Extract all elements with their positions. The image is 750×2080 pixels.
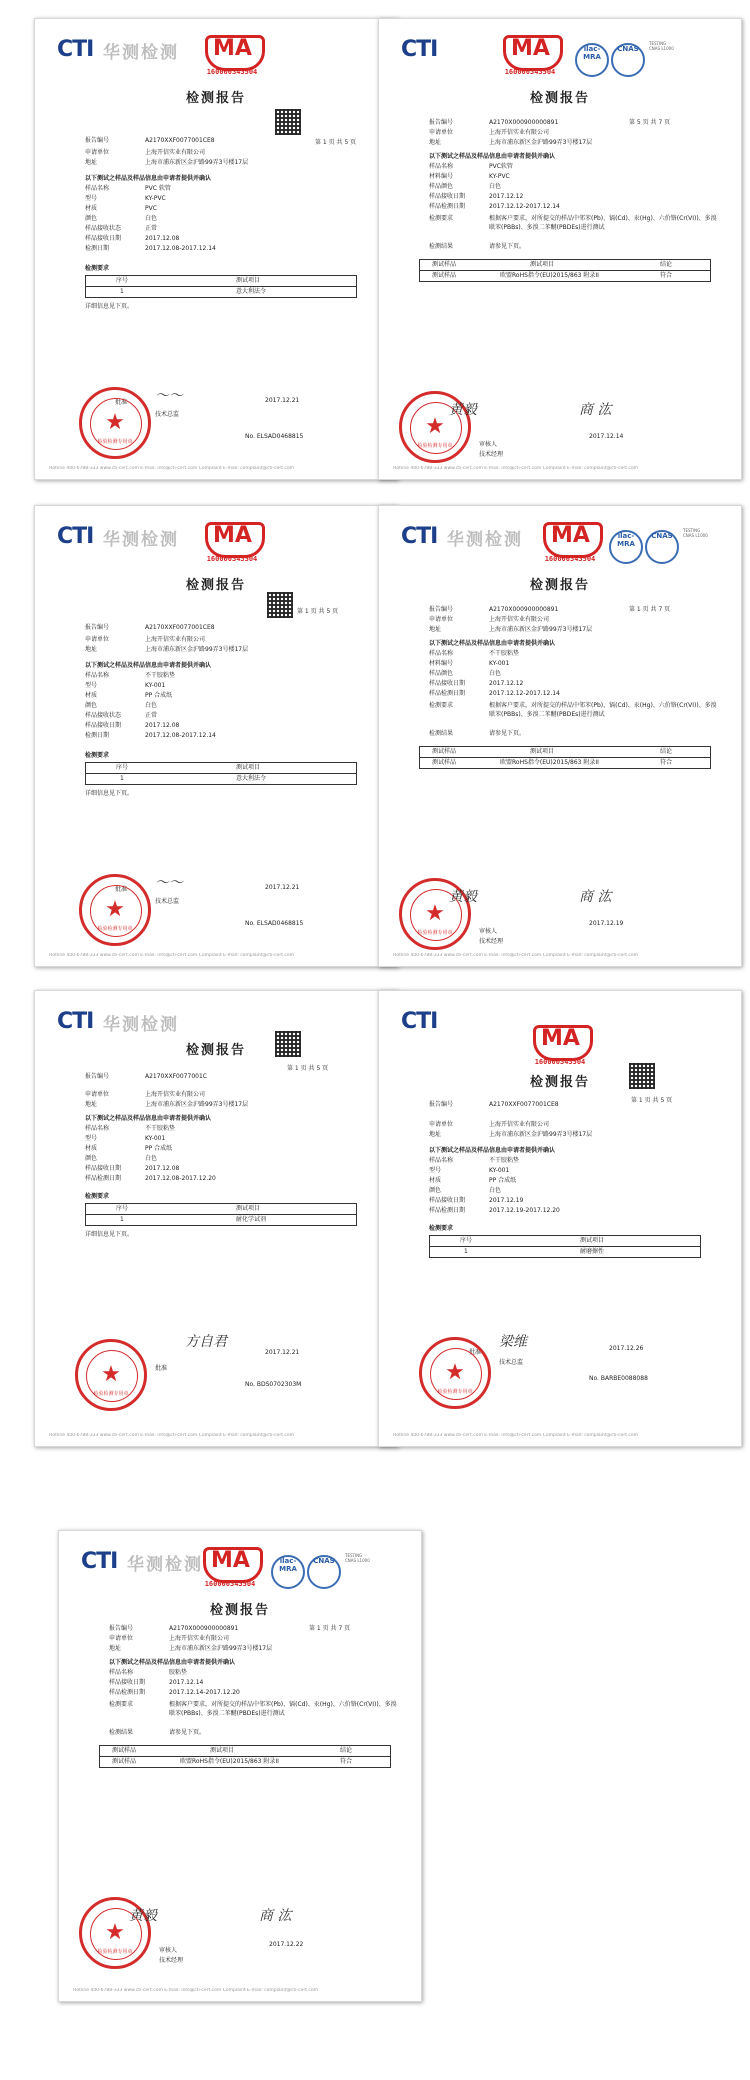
page-number: 第 5 页 共 7 页: [629, 119, 671, 126]
page-number: 第 1 页 共 5 页: [631, 1097, 673, 1104]
table-header: 测试样品 测试项目 结论: [100, 1746, 390, 1757]
sample-intro: 以下测试之样品及样品信息由申请者提供并确认: [429, 153, 556, 160]
sample-row: 样品接收状态 正常: [85, 712, 158, 719]
approve-date: 2017.12.21: [265, 884, 300, 891]
qr-code-icon: [275, 1031, 301, 1057]
sample-intro: 以下测试之样品及样品信息由申请者提供并确认: [429, 640, 556, 647]
signature: 黄毅: [449, 889, 477, 905]
page-number: 第 1 页 共 7 页: [309, 1625, 351, 1632]
sample-row: 样品接收状态 正常: [85, 225, 158, 232]
approver-label: 批准: [115, 399, 128, 406]
sample-row: 检测日期 2017.12.08-2017.12.14: [85, 245, 216, 252]
cti-name: 华测检测: [103, 1015, 179, 1035]
report-code: No. ELSAD0468815: [245, 920, 304, 927]
applicant-row: 申请单位 上海开信实业有限公司: [429, 616, 550, 623]
applicant-row: 申请单位 上海开信实业有限公司: [429, 1121, 550, 1128]
address-row: 地址 上海市浦东新区金沪路99弄3号楼17层: [109, 1645, 273, 1652]
table-header: 序号 测试项目: [86, 1204, 356, 1215]
sample-intro: 以下测试之样品及样品信息由申请者提供并确认: [85, 1115, 212, 1122]
sample-row: 颜色 白色: [85, 702, 158, 709]
address-row: 地址 上海市浦东新区金沪路99弄3号楼17层: [429, 1131, 593, 1138]
page-number: 第 1 页 共 5 页: [287, 1065, 329, 1072]
report-title: 检测报告: [185, 91, 246, 106]
official-stamp: ★ 检验检测专用章: [79, 874, 151, 946]
sign-role: 技术经理: [479, 938, 504, 945]
page-footer: Hotline 400-6788-333 www.cti-cert.com E-mail: info@cti-cert.com Complaint E-mail: complaint@cti-cert.com: [73, 1988, 319, 1993]
cti-logo: CTI: [401, 524, 438, 549]
sample-row: 样品接收日期 2017.12.08: [85, 235, 180, 242]
report-header: [395, 516, 725, 564]
signature: 商 汯: [259, 1908, 292, 1924]
address-row: 地址 上海市浦东新区金沪路99弄3号楼17层: [429, 139, 593, 146]
result-row: 检测结果 请参见下页。: [429, 730, 526, 737]
cti-name: 华测检测: [127, 1555, 203, 1575]
sign-role: 技术总监: [155, 898, 180, 905]
page-footer: Hotline 400-6788-333 www.cti-cert.com E-mail: info@cti-cert.com Complaint E-mail: complaint@cti-cert.com: [393, 1433, 639, 1438]
cnas-icon: CNAS: [645, 530, 679, 564]
sign-role: 审核人: [479, 928, 498, 935]
report-code: No. BARBE0088088: [589, 1375, 648, 1382]
sample-row: 样品名称 PVC软管: [429, 163, 513, 170]
report-no-row: 报告编号 A2170XXF0077001CE8: [429, 1101, 559, 1108]
result-row: 检测结果 请参见下页。: [109, 1729, 206, 1736]
sample-row: 材质 PP 合成纸: [85, 692, 173, 699]
cnas-caption: TESTING CNAS L1000: [345, 1553, 370, 1563]
signature: 〜〜: [155, 875, 183, 891]
sample-row: 样品接收日期 2017.12.14: [109, 1679, 204, 1686]
sign-date: 2017.12.22: [269, 1941, 304, 1948]
signature: 梁维: [499, 1334, 527, 1350]
page-footer: Hotline 400-6788-333 www.cti-cert.com E-mail: info@cti-cert.com Complaint E-mail: complaint@cti-cert.com: [393, 466, 639, 471]
report-no-row: 报告编号 A2170X000900000891: [429, 606, 559, 613]
official-stamp: ★ 检验检测专用章: [419, 1337, 491, 1409]
sample-row: 样品接收日期 2017.12.08: [85, 722, 180, 729]
test-request: 检测要求 根据客户要求，对所提交的样品中邻苯(Pb)、镉(Cd)、汞(Hg)、六价铬(Cr(VI))、多溴联苯(PBBs)、多溴二苯醚(PBDEs)进行测试: [429, 702, 717, 718]
sign-role: 技术经理: [479, 451, 504, 458]
report-no-row: 报告编号 A2170X000900000891: [109, 1625, 239, 1632]
approver-label: 批准: [469, 1349, 482, 1356]
report-page-7: [58, 1530, 422, 2002]
ilac-mra-icon: ilac-MRA: [575, 43, 609, 77]
ma-logo: MA 160000343504: [195, 1547, 265, 1591]
test-section-title: 检测要求: [85, 265, 110, 272]
sign-role: 审核人: [479, 441, 498, 448]
cti-name: 华测检测: [103, 43, 179, 63]
sample-row: 材料编号 KY-PVC: [429, 173, 510, 180]
sample-row: 样品名称 胶粘垫: [109, 1669, 188, 1676]
ilac-mra-icon: ilac-MRA: [271, 1555, 305, 1589]
cti-logo: CTI: [81, 1549, 118, 1574]
sample-row: 样品接收日期 2017.12.12: [429, 680, 524, 687]
sample-row: 样品名称 不干胶粘垫: [85, 672, 176, 679]
sample-row: 检测日期 2017.12.08-2017.12.14: [85, 732, 216, 739]
ma-logo: MA 160000343504: [525, 1025, 595, 1069]
report-header: [395, 29, 725, 77]
ilac-mra-icon: ilac-MRA: [609, 530, 643, 564]
cnas-caption: TESTING CNAS L1000: [683, 528, 708, 538]
signature: 黄毅: [129, 1908, 157, 1924]
test-table: [85, 275, 357, 298]
sample-intro: 以下测试之样品及样品信息由申请者提供并确认: [109, 1659, 236, 1666]
official-stamp: ★ 检验检测专用章: [399, 878, 471, 950]
test-table: [419, 259, 711, 282]
table-row: 1 耐化学试剂: [120, 1216, 267, 1223]
sample-row: 样品检测日期 2017.12.08-2017.12.20: [85, 1175, 216, 1182]
sample-row: 样品颜色 白色: [429, 670, 502, 677]
qr-code-icon: [629, 1063, 655, 1089]
applicant-row: 申请单位 上海开信实业有限公司: [85, 1091, 206, 1098]
test-section-title: 检测要求: [85, 1193, 110, 1200]
sample-row: 颜色 白色: [85, 1155, 158, 1162]
cnas-icon: CNAS: [307, 1555, 341, 1589]
report-header: [75, 1541, 405, 1589]
sample-row: 样品名称 不干胶粘垫: [85, 1125, 176, 1132]
report-code: No. BDS0702303M: [245, 1381, 302, 1388]
table-row: 1 意大利法令: [120, 775, 267, 782]
test-table: [85, 1203, 357, 1226]
sign-date: 2017.12.19: [589, 920, 624, 927]
report-page-1: [34, 18, 398, 480]
signature: 黄毅: [449, 402, 477, 418]
table-row: 测试样品 欧盟RoHS指令(EU)2015/863 附录II 符合: [432, 759, 673, 766]
cti-name: 华测检测: [103, 530, 179, 550]
sample-intro: 以下测试之样品及样品信息由申请者提供并确认: [85, 662, 212, 669]
result-note: 详细信息见下页。: [85, 303, 134, 310]
sample-row: 型号 KY-001: [85, 1135, 166, 1142]
test-table: [429, 1235, 701, 1258]
sample-row: 样品名称 不干胶粘垫: [429, 1157, 520, 1164]
table-row: 1 耐磨擦性: [464, 1248, 605, 1255]
address-row: 地址 上海市浦东新区金沪路99弄3号楼17层: [85, 646, 249, 653]
page-footer: Hotline 400-6788-333 www.cti-cert.com E-mail: info@cti-cert.com Complaint E-mail: complaint@cti-cert.com: [49, 1433, 295, 1438]
table-header: 序号 测试项目: [86, 276, 356, 287]
cnas-icon: CNAS: [611, 43, 645, 77]
test-section-title: 检测要求: [85, 752, 110, 759]
table-row: 测试样品 欧盟RoHS指令(EU)2015/863 附录II 符合: [432, 272, 673, 279]
table-row: 测试样品 欧盟RoHS指令(EU)2015/863 附录II 符合: [112, 1758, 353, 1765]
report-code: No. ELSAD0468815: [245, 433, 304, 440]
address-row: 地址 上海市浦东新区金沪路99弄3号楼17层: [85, 159, 249, 166]
report-title: 检测报告: [529, 578, 590, 593]
sign-role: 技术经理: [159, 1957, 184, 1964]
approver-label: 批准: [155, 1365, 168, 1372]
report-header: [51, 516, 381, 564]
test-section-title: 检测要求: [429, 1225, 454, 1232]
page-footer: Hotline 400-6788-333 www.cti-cert.com E-mail: info@cti-cert.com Complaint E-mail: complaint@cti-cert.com: [49, 953, 295, 958]
sample-row: 型号 KY-PVC: [85, 195, 166, 202]
ma-logo: MA 160000343504: [197, 35, 267, 79]
page-number: 第 1 页 共 5 页: [315, 139, 357, 146]
cti-logo: CTI: [57, 1009, 94, 1034]
sample-row: 颜色 白色: [85, 215, 158, 222]
official-stamp: ★ 检验检测专用章: [79, 1897, 151, 1969]
result-note: 详细信息见下页。: [85, 790, 134, 797]
cnas-caption: TESTING CNAS L1000: [649, 41, 674, 51]
report-page-2: [378, 18, 742, 480]
official-stamp: ★ 检验检测专用章: [75, 1339, 147, 1411]
ma-logo: MA 160000343504: [495, 35, 565, 79]
ma-logo: MA 160000343504: [535, 522, 605, 566]
sample-row: 材质 PP 合成纸: [85, 1145, 173, 1152]
report-page-5: [34, 990, 398, 1447]
table-header: 序号 测试项目: [430, 1236, 700, 1247]
sample-row: 样品检测日期 2017.12.14-2017.12.20: [109, 1689, 240, 1696]
report-page-4: [378, 505, 742, 967]
sign-date: 2017.12.14: [589, 433, 624, 440]
sample-row: 材料编号 KY-001: [429, 660, 510, 667]
page-footer: Hotline 400-6788-333 www.cti-cert.com E-mail: info@cti-cert.com Complaint E-mail: complaint@cti-cert.com: [393, 953, 639, 958]
sample-row: 样品接收日期 2017.12.19: [429, 1197, 524, 1204]
table-header: 测试样品 测试项目 结论: [420, 747, 710, 758]
signature: 商 汯: [579, 402, 612, 418]
page-number: 第 1 页 共 5 页: [297, 608, 339, 615]
page-footer: Hotline 400-6788-333 www.cti-cert.com E-mail: info@cti-cert.com Complaint E-mail: complaint@cti-cert.com: [49, 466, 295, 471]
sign-role: 审核人: [159, 1947, 178, 1954]
sample-row: 型号 KY-001: [85, 682, 166, 689]
sample-row: 样品接收日期 2017.12.08: [85, 1165, 180, 1172]
report-no-row: 报告编号 A2170XXF0077001CE8: [85, 624, 215, 631]
test-request: 检测要求 根据客户要求，对所提交的样品中邻苯(Pb)、镉(Cd)、汞(Hg)、六价铬(Cr(VI))、多溴联苯(PBBs)、多溴二苯醚(PBDEs)进行测试: [429, 215, 717, 231]
sample-row: 样品检测日期 2017.12.12-2017.12.14: [429, 203, 560, 210]
sample-row: 型号 KY-001: [429, 1167, 510, 1174]
signature: 商 汯: [579, 889, 612, 905]
sample-row: 颜色 白色: [429, 1187, 502, 1194]
report-no-row: 报告编号 A2170XXF0077001C: [85, 1073, 207, 1080]
report-title: 检测报告: [185, 578, 246, 593]
sample-row: 材质 PP 合成纸: [429, 1177, 517, 1184]
sample-intro: 以下测试之样品及样品信息由申请者提供并确认: [429, 1147, 556, 1154]
table-header: 序号 测试项目: [86, 763, 356, 774]
signature: 〜〜: [155, 388, 183, 404]
applicant-row: 申请单位 上海开信实业有限公司: [429, 129, 550, 136]
approve-date: 2017.12.21: [265, 1349, 300, 1356]
approve-date: 2017.12.26: [609, 1345, 644, 1352]
approver-label: 批准: [115, 886, 128, 893]
sample-row: 样品接收日期 2017.12.12: [429, 193, 524, 200]
report-title: 检测报告: [529, 1075, 590, 1090]
sample-intro: 以下测试之样品及样品信息由申请者提供并确认: [85, 175, 212, 182]
approve-date: 2017.12.21: [265, 397, 300, 404]
signature: 方自君: [185, 1334, 227, 1350]
report-header: [395, 1001, 725, 1066]
sample-row: 样品名称 不干胶粘垫: [429, 650, 520, 657]
ma-logo: MA 160000343504: [197, 522, 267, 566]
applicant-row: 申请单位 上海开信实业有限公司: [109, 1635, 230, 1642]
result-note: 详细信息见下页。: [85, 1231, 134, 1238]
cti-name: 华测检测: [447, 530, 523, 550]
cti-logo: CTI: [401, 37, 438, 62]
page-number: 第 1 页 共 7 页: [629, 606, 671, 613]
report-title: 检测报告: [185, 1043, 246, 1058]
official-stamp: ★ 检验检测专用章: [399, 391, 471, 463]
official-stamp: ★ 检验检测专用章: [79, 387, 151, 459]
sample-row: 样品检测日期 2017.12.19-2017.12.20: [429, 1207, 560, 1214]
applicant-row: 申请单位 上海开信实业有限公司: [85, 149, 206, 156]
table-row: 1 意大利法令: [120, 288, 267, 295]
qr-code-icon: [275, 109, 301, 135]
test-request: 检测要求 根据客户要求，对所提交的样品中邻苯(Pb)、镉(Cd)、汞(Hg)、六价铬(Cr(VI))、多溴联苯(PBBs)、多溴二苯醚(PBDEs)进行测试: [109, 1701, 397, 1717]
cti-logo: CTI: [401, 1009, 438, 1034]
sample-row: 样品检测日期 2017.12.12-2017.12.14: [429, 690, 560, 697]
test-table: [85, 762, 357, 785]
report-no-row: 报告编号 A2170XXF0077001CE8: [85, 137, 215, 144]
table-header: 测试样品 测试项目 结论: [420, 260, 710, 271]
sign-role: 技术总监: [499, 1359, 524, 1366]
report-no-row: 报告编号 A2170X000900000891: [429, 119, 559, 126]
test-table: [419, 746, 711, 769]
sample-row: 样品名称 PVC 软管: [85, 185, 171, 192]
applicant-row: 申请单位 上海开信实业有限公司: [85, 636, 206, 643]
cti-logo: CTI: [57, 524, 94, 549]
report-page-6: [378, 990, 742, 1447]
sample-row: 样品颜色 白色: [429, 183, 502, 190]
report-page-3: [34, 505, 398, 967]
result-row: 检测结果 请参见下页。: [429, 243, 526, 250]
address-row: 地址 上海市浦东新区金沪路99弄3号楼17层: [85, 1101, 249, 1108]
qr-code-icon: [267, 592, 293, 618]
sample-row: 材质 PVC: [85, 205, 157, 212]
test-table: [99, 1745, 391, 1768]
report-title: 检测报告: [529, 91, 590, 106]
report-title: 检测报告: [209, 1603, 270, 1618]
address-row: 地址 上海市浦东新区金沪路99弄3号楼17层: [429, 626, 593, 633]
report-header: [51, 29, 381, 77]
sign-role: 技术总监: [155, 411, 180, 418]
cti-logo: CTI: [57, 37, 94, 62]
